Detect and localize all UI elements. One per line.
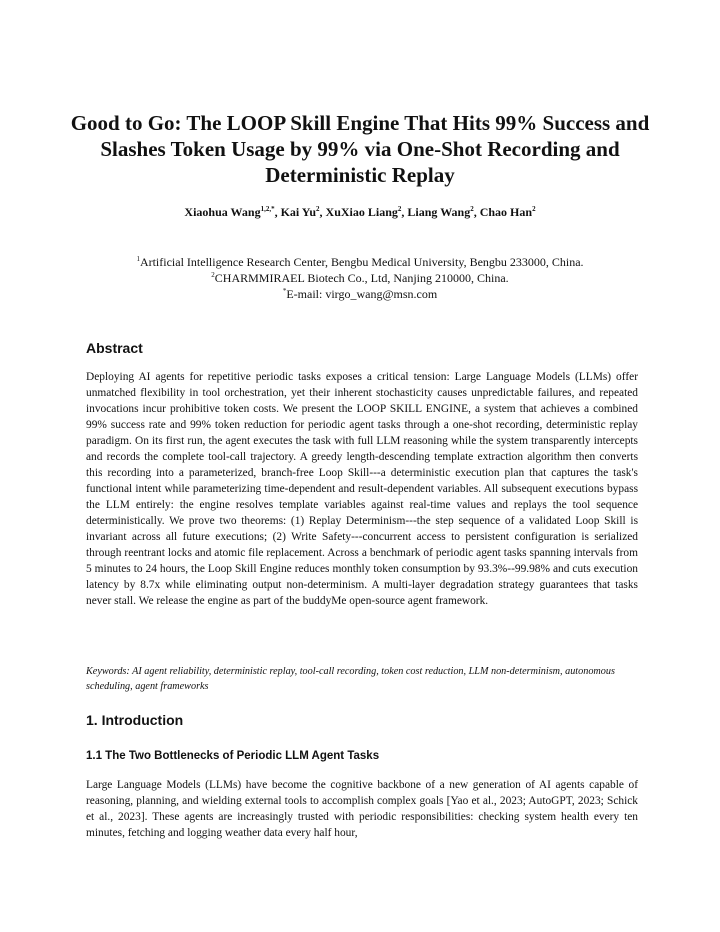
abstract-heading: Abstract <box>86 340 143 356</box>
author-3: XuXiao Liang$^2$ <box>325 205 402 219</box>
section-heading-introduction: 1. Introduction <box>86 712 184 728</box>
contact-email: *E-mail: virgo_wang@msn.com <box>282 287 438 301</box>
affiliations <box>40 254 680 302</box>
abstract-text: Deploying AI agents for repetitive periodic tasks exposes a critical tension: Large Language Models (LLMs) offer unmatched flexibility in tool orchestration, yet their inherent stochasticity causes unpredictable failures, and repeated invocations incur prohibitive token costs. We present the LOOP SKILL ENGINE, a system that achieves a combined 99% success rate and 99% token reduction for periodic agent tasks through a one-shot recording, deterministic replay paradigm. On its first run, the agent executes the task with full LLM reasoning while the system transparently intercepts and records the complete tool-call trajectory. A greedy length-descending template extraction algorithm then converts this recording into a parameterized, branch-free Loop Skill---a deterministic execution plan that captures the task's functional intent while parameterizing time-dependent and result-dependent variables. All subsequent executions bypass the LLM entirely: the engine resolves template variables against real-time values and replays the tool sequence deterministically. We prove two theorems: (1) Replay Determinism---the step sequence of a validated Loop Skill is invariant across all future executions; (2) Write Safety---concurrent access to persistent configuration is serialized through reentrant locks and atomic file replacement. Across a benchmark of periodic agent tasks spanning intervals from 5 minutes to 24 hours, the Loop Skill Engine reduces monthly token consumption by 93.3%--99.98% and cuts execution latency by 8.7x while eliminating output non-determinism. A multi-layer degradation strategy guarantees that tasks never stall. We release the engine as part of the buddyMe open-source agent framework. <box>86 371 638 607</box>
paper-title: Good to Go: The LOOP Skill Engine That Hits 99% Success and Slashes Token Usage by 99% via One-Shot Recording and Deterministic Replay <box>70 111 650 187</box>
author-2: Kai Yu$^2$ <box>280 205 320 219</box>
intro-paragraph: Large Language Models (LLMs) have become the cognitive backbone of a new generation of AI agents capable of reasoning, planning, and wielding external tools to accomplish complex goals [Yao et al., 2023; AutoGPT, 2023; Schick et al., 2023]. These agents are increasingly trusted with periodic responsibilities: checking system health every ten minutes, fetching and logging weather data every half hour, <box>86 779 638 839</box>
subsection-heading: 1.1 The Two Bottlenecks of Periodic LLM Agent Tasks <box>86 750 380 762</box>
affiliation-2: $^2$CHARMMIRAEL Biotech Co., Ltd, Nanjing 210000, China. <box>211 271 509 285</box>
author-4: Liang Wang$^2$ <box>407 205 474 219</box>
author-5: Chao Han$^2$ <box>479 205 536 219</box>
keywords: Keywords: AI agent reliability, deterministic replay, tool-call recording, token cost reduction, LLM non-determinism, autonomous scheduling, agent frameworks <box>86 666 615 692</box>
author-1: Xiaohua Wang$^{1,2,*}$ <box>184 205 275 219</box>
affiliation-1: $^1$Artificial Intelligence Research Center, Bengbu Medical University, Bengbu 233000, China. <box>136 255 584 269</box>
author-list: Xiaohua Wang$^{1,2,*}$, Kai Yu$^2$, XuXiao Liang$^2$, Liang Wang$^2$, Chao Han$^2$ <box>184 205 536 219</box>
